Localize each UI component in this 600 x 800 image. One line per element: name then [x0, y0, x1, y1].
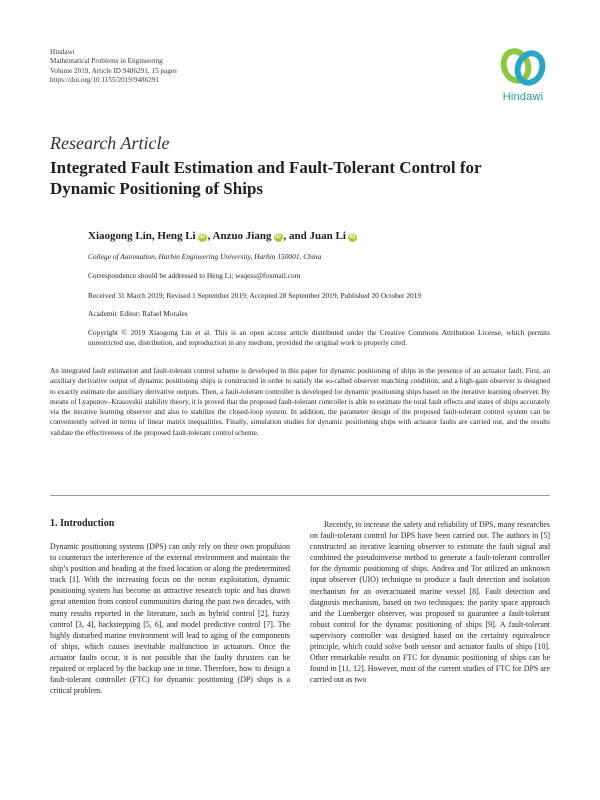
article-type: Research Article: [50, 133, 170, 153]
author-list: Xiaogong Lin, Heng Li iD , Anzuo Jiang iD , and Juan Li iD: [88, 230, 356, 242]
academic-editor: Academic Editor: Rafael Morales: [88, 309, 188, 318]
publication-dates: Received 31 March 2019; Revised 1 September 2019; Accepted 28 September 2019; Published 20 October 2019: [88, 291, 422, 300]
author-name: Xiaogong Lin: [88, 230, 152, 242]
orcid-icon[interactable]: iD: [199, 234, 206, 240]
hindawi-logo[interactable]: [493, 46, 553, 108]
volume-info: Volume 2019, Article ID 9486291, 15 pages: [50, 66, 177, 75]
journal-header: [50, 48, 310, 86]
paragraph: Recently, to increase the safety and reliability of DPS, many researches on fault-tolerant control for DPS have been carried out. The authors in [5] constructed an iterative learning observer to estimate the fault signal and combined the pseudoinverse method to generate a fault-tolerant controller for the dynamic positioning of ships. Andrea and Tor utilized an unknown input observer (UIO) technique to produce a fault detection and isolation mechanism for an overactuated marine vessel [8]. Fault detection and diagnosis mechanism, based on two techniques: the parity space approach and the Luenberger observer, was proposed to guarantee a fault-tolerant robust control for the dynamic positioning of ships [9]. A fault-tolerant supervisory controller was designed based on the certainty equivalence principle, which could solve both sensor and actuator faults of ships [10]. Other remarkable results on FTC for dynamic positioning of ships can be found in [11, 12]. However, most of the current studies of FTC for DPS are carried out as two: [310, 520, 550, 685]
logo-text: Hindawi: [502, 91, 544, 103]
hindawi-logo-icon: [498, 46, 548, 90]
orcid-icon[interactable]: iD: [275, 234, 281, 240]
author-name: Anzuo Jiang: [212, 230, 272, 242]
copyright-notice: Copyright © 2019 Xiaogong Lin et al. This is an open access article distributed under the Creative Commons Attribution License, which permits unrestricted use, distribution, and reproduction in any medium, provided the original work is properly cited.: [88, 328, 550, 347]
orcid-icon[interactable]: iD: [349, 234, 356, 240]
section-divider: [50, 495, 550, 496]
body-column-right: [310, 519, 550, 685]
section-heading: 1. Introduction: [50, 518, 115, 529]
body-column-left: [50, 541, 290, 696]
correspondence: Correspondence should be addressed to Heng Li; wsqess@foxmail.com: [88, 271, 301, 280]
affiliation: College of Automation, Harbin Engineering University, Harbin 150001, China: [88, 252, 322, 261]
publisher-name: Hindawi: [50, 48, 75, 56]
journal-name: Mathematical Problems in Engineering: [50, 57, 163, 66]
abstract: An integrated fault estimation and fault-tolerant control scheme is developed in this paper for dynamic positioning of ships in the presence of an actuator fault. First, an auxiliary derivative output of dynamic positioning ships is constructed in order to satisfy the so-called observer matching condition, and a high-gain observer is designed to exactly estimate the auxiliary derivative outputs. Then, a fault-tolerant controller is developed for dynamic positioning ships based on the iterative learning observer. By means of Lyapunov–Krasovskii stability theory, it is proved that the proposed fault-tolerant controller is able to estimate the total fault effects and states of ships accurately via the iterative learning observer and also to stabilize the closed-loop system. In addition, the parameter design of the proposed fault-tolerant control system can be conveniently solved in terms of linear matrix inequalities. Finally, simulation studies for dynamic positioning ships with actuator faults are carried out, and the results validate the effectiveness of the proposed fault-tolerant control scheme.: [50, 366, 550, 437]
paragraph: Dynamic positioning systems (DPS) can only rely on their own propulsion to counteract the interference of the external environment and maintain the ship’s position and heading at the fixed location or along the predetermined track [1]. With the increasing focus on the ocean exploitation, dynamic positioning system has become an attractive research topic and has drawn great attention from control communities during the past two decades, with many results reported in the literature, such as hybrid control [2], fuzzy control [3, 4], backstepping [5, 6], and model predictive control [7]. The highly disturbed marine environment will lead to aging of the components of ships, which causes inevitable malfunction in actuators. Once the actuator faults occur, it is not possible that the faulty thrusters can be repaired or replaced by the backup one in time. Therefore, how to design a fault-tolerant controller (FTC) for dynamic positioning (DP) ships is a critical problem.: [50, 542, 290, 696]
doi-link[interactable]: https://doi.org/10.1155/2019/9486291: [50, 76, 160, 85]
paper-title: Integrated Fault Estimation and Fault-Tolerant Control for Dynamic Positioning of Ships: [50, 158, 482, 198]
author-name: Heng Li: [157, 230, 196, 242]
author-name: Juan Li: [309, 230, 346, 242]
